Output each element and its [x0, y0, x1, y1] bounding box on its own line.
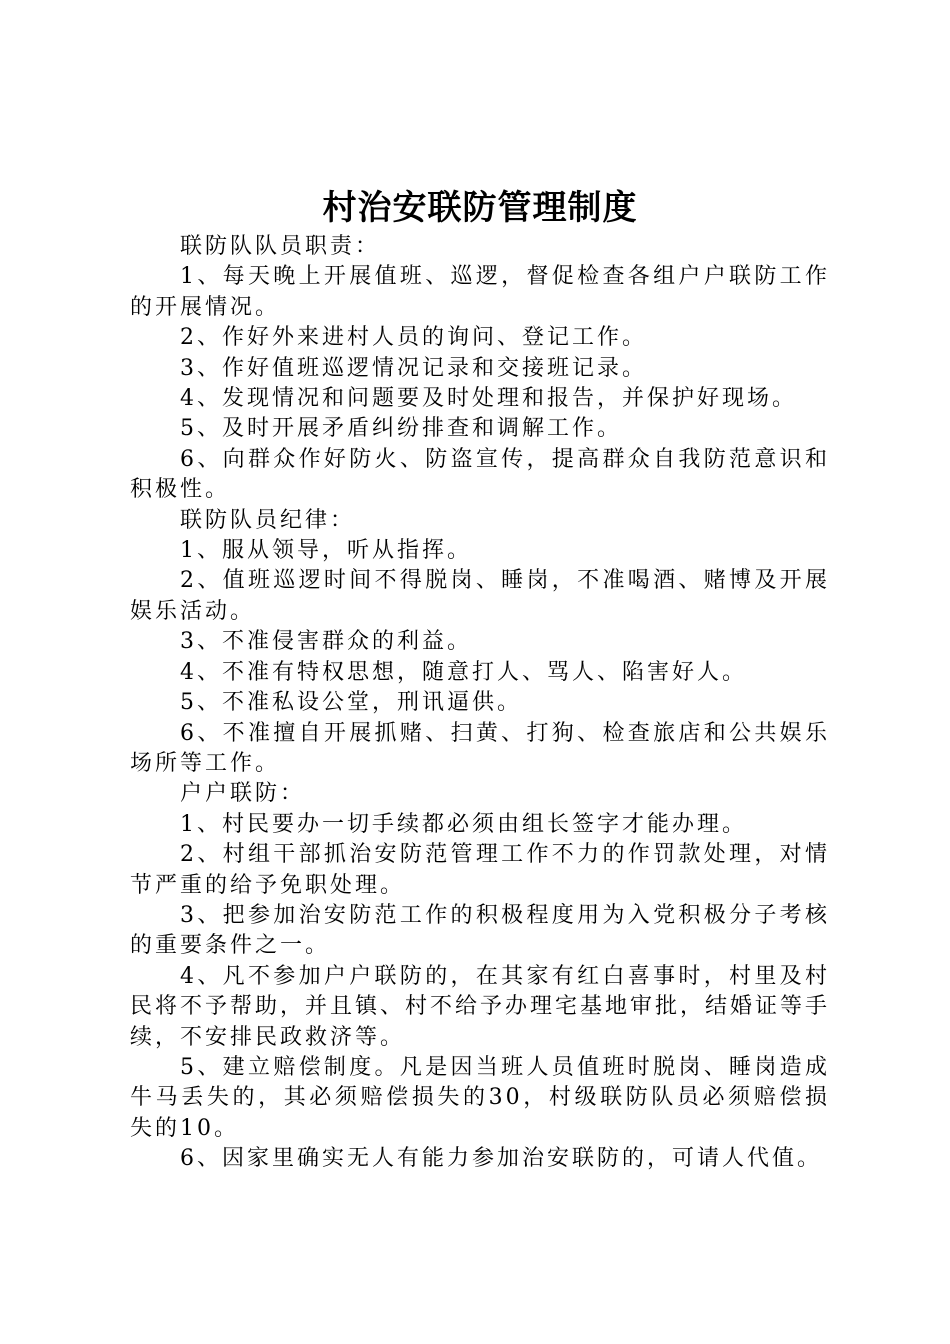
- duty-item-2: 2、作好外来进村人员的询问、登记工作。: [180, 325, 647, 351]
- household-item-2: 2、村组干部抓治安防范管理工作不力的作罚款处理，对情节严重的给予免职处理。: [130, 842, 830, 898]
- document-body: [130, 232, 830, 1175]
- household-item-1: 1、村民要办一切手续都必须由组长签字才能办理。: [180, 811, 747, 837]
- duty-item-1: 1、每天晚上开展值班、巡逻，督促检查各组户户联防工作的开展情况。: [130, 264, 830, 320]
- household-item-4: 4、凡不参加户户联防的，在其家有红白喜事时，村里及村民将不予帮助，并且镇、村不给予办理宅基地审批，结婚证等手续，不安排民政救济等。: [130, 963, 831, 1050]
- discipline-item-3: 3、不准侵害群众的利益。: [180, 629, 472, 655]
- discipline-item-5: 5、不准私设公堂，刑讯逼供。: [180, 690, 522, 716]
- section-heading-duties: 联防队队员职责：: [180, 234, 381, 259]
- household-item-3: 3、把参加治安防范工作的积极程度用为入党积极分子考核的重要条件之一。: [130, 902, 830, 959]
- household-item-6: 6、因家里确实无人有能力参加治安联防的，可请人代值。: [180, 1146, 822, 1172]
- duty-item-5: 5、及时开展矛盾纠纷排查和调解工作。: [180, 416, 622, 442]
- discipline-item-2: 2、值班巡逻时间不得脱岗、睡岗，不准喝酒、赌博及开展娱乐活动。: [130, 568, 830, 624]
- duty-item-4: 4、发现情况和问题要及时处理和报告，并保护好现场。: [180, 386, 797, 412]
- duty-item-3: 3、作好值班巡逻情况记录和交接班记录。: [180, 355, 647, 381]
- discipline-item-4: 4、不准有特权思想，随意打人、骂人、陷害好人。: [180, 659, 747, 685]
- discipline-item-6: 6、不准擅自开展抓赌、扫黄、打狗、检查旅店和公共娱乐场所等工作。: [130, 720, 830, 776]
- household-item-5: 5、建立赔偿制度。凡是因当班人员值班时脱岗、睡岗造成牛马丢失的，其必须赔偿损失的30，村级联防队员必须赔偿损失的10。: [130, 1054, 830, 1141]
- section-heading-household: 户户联防：: [180, 781, 306, 807]
- document-title: 村治安联防管理制度: [322, 188, 638, 228]
- section-heading-discipline: 联防队员纪律：: [180, 507, 356, 533]
- discipline-item-1: 1、服从领导，听从指挥。: [180, 538, 472, 564]
- duty-item-6: 6、向群众作好防火、防盗宣传，提高群众自我防范意识和积极性。: [130, 446, 830, 503]
